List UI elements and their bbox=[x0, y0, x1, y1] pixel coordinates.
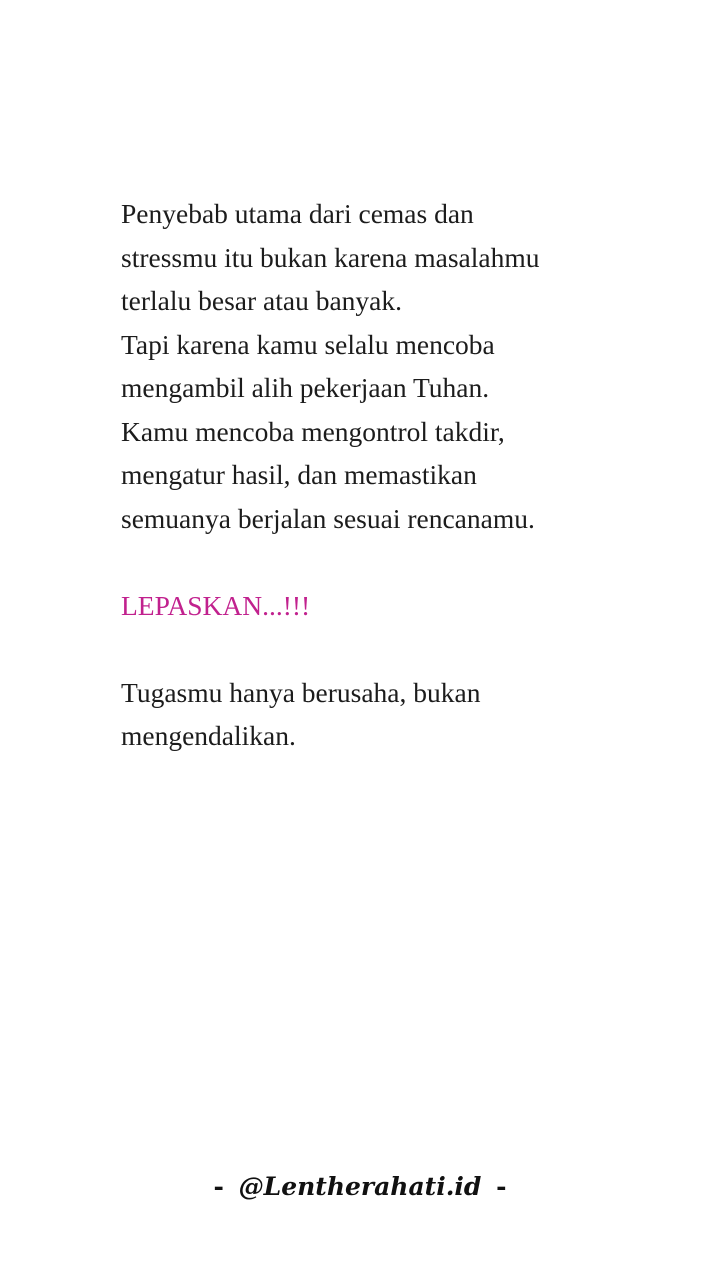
emphasis-paragraph bbox=[121, 584, 641, 628]
quote-line: Kamu mencoba mengontrol takdir, bbox=[121, 415, 505, 447]
footer-handle: @Lentherahati.id bbox=[238, 1172, 482, 1201]
quote-line: mengendalikan. bbox=[121, 720, 296, 751]
quote-line: mengatur hasil, dan memastikan bbox=[121, 459, 477, 490]
footer-dash-right: - bbox=[496, 1172, 507, 1201]
quote-body bbox=[121, 192, 641, 758]
quote-line: Tugasmu hanya berusaha, bukan bbox=[121, 676, 481, 708]
quote-line: terlalu besar atau banyak. bbox=[121, 285, 402, 316]
quote-line: Tapi karena kamu selalu mencoba bbox=[121, 328, 495, 360]
quote-paragraph-1 bbox=[121, 192, 641, 540]
footer-signature bbox=[0, 1172, 720, 1201]
quote-paragraph-2 bbox=[121, 671, 641, 758]
emphasis-text: LEPASKAN...!!! bbox=[121, 589, 311, 621]
paragraph-spacer bbox=[121, 540, 641, 584]
paragraph-spacer bbox=[121, 627, 641, 671]
quote-line: semuanya berjalan sesuai rencanamu. bbox=[121, 502, 535, 534]
footer-dash-left: - bbox=[213, 1172, 224, 1201]
quote-line: mengambil alih pekerjaan Tuhan. bbox=[121, 372, 490, 403]
quote-line: Penyebab utama dari cemas dan bbox=[121, 198, 474, 229]
quote-line: stressmu itu bukan karena masalahmu bbox=[121, 241, 540, 273]
